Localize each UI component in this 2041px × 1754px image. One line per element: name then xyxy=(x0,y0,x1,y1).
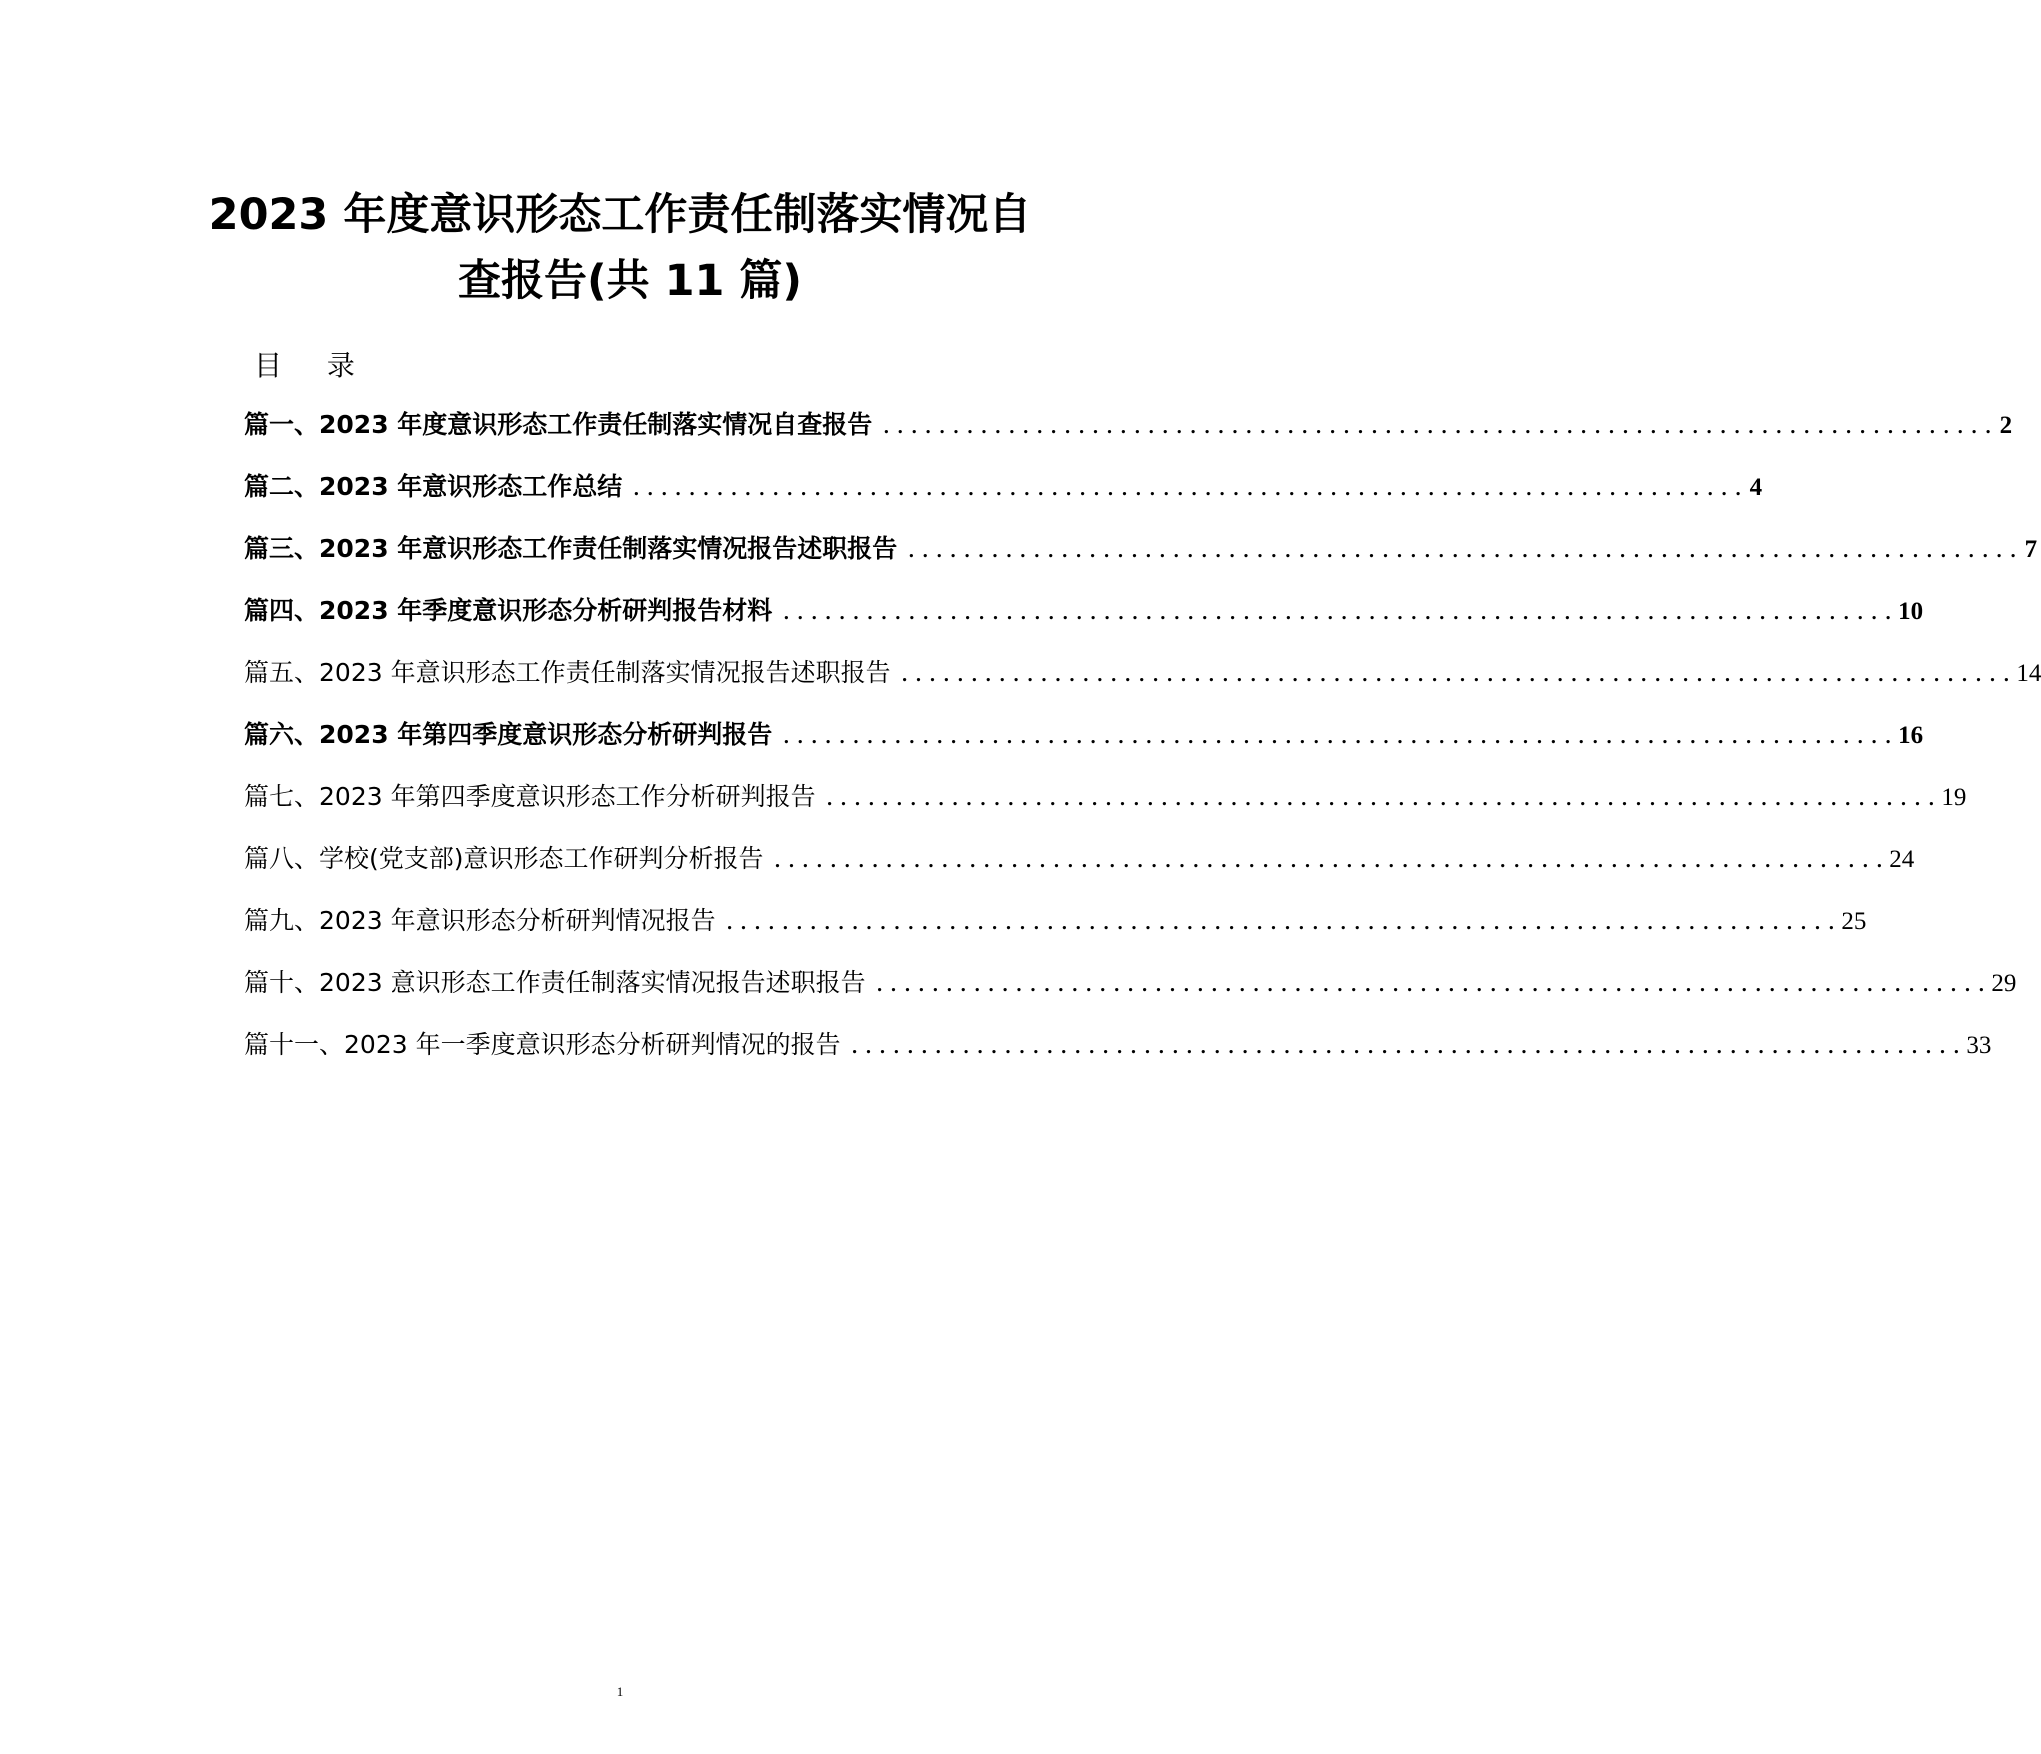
toc-entry-title: 2023 年季度意识形态分析研判报告材料 xyxy=(319,596,773,625)
toc-entry-label: 篇一、 xyxy=(244,410,320,439)
toc-entry[interactable] xyxy=(244,963,2017,1025)
toc-leader-dots: ................................................................................ xyxy=(773,844,1890,873)
toc-entry-label: 篇十一、 xyxy=(244,1030,345,1059)
toc-leader-dots: ................................................................................ xyxy=(725,906,1842,935)
toc-entry-label: 篇二、 xyxy=(244,472,320,501)
toc-leader-dots: ................................................................................ xyxy=(782,596,1899,625)
toc-entry-page: 16 xyxy=(1898,722,1924,749)
toc-entry[interactable] xyxy=(244,839,1915,901)
toc-heading: 目 录 xyxy=(254,349,373,382)
toc-entry[interactable] xyxy=(244,591,1924,653)
toc-entry-title: 2023 年意识形态工作责任制落实情况报告述职报告 xyxy=(319,534,898,563)
toc-entry-title: 2023 年一季度意识形态分析研判情况的报告 xyxy=(344,1030,841,1059)
toc-entry[interactable] xyxy=(244,901,1867,963)
toc-entry-label: 篇九、 xyxy=(244,906,320,935)
toc-leader-dots: ................................................................................ xyxy=(782,720,1899,749)
toc-entry-page: 10 xyxy=(1898,598,1924,625)
toc-leader-dots: ................................................................................ xyxy=(850,1030,1967,1059)
toc-entry-label: 篇四、 xyxy=(244,596,320,625)
toc-entry-label: 篇七、 xyxy=(244,782,320,811)
toc-entry-label: 篇八、 xyxy=(244,844,320,873)
toc-entry-title: 2023 年意识形态工作责任制落实情况报告述职报告 xyxy=(319,658,891,687)
toc-entry[interactable] xyxy=(244,653,2041,715)
toc-entry-page: 4 xyxy=(1749,474,1763,501)
page-number: 1 xyxy=(616,1684,624,1699)
toc-leader-dots: ................................................................................ xyxy=(825,782,1942,811)
toc-entry-title: 2023 意识形态工作责任制落实情况报告述职报告 xyxy=(319,968,866,997)
toc-leader-dots: ................................................................................ xyxy=(882,410,1999,439)
title-line-2: 查报告(共 11 篇) xyxy=(457,256,803,306)
toc-leader-dots: ................................................................................ xyxy=(900,658,2017,687)
toc-entry-page: 25 xyxy=(1841,908,1867,935)
toc-entry-label: 篇三、 xyxy=(244,534,320,563)
toc-leader-dots: ................................................................................ xyxy=(632,472,1749,501)
toc-entry-title: 学校(党支部)意识形态工作研判分析报告 xyxy=(319,844,764,873)
toc-entry[interactable] xyxy=(244,1025,1992,1087)
toc-leader-dots: ................................................................................ xyxy=(907,534,2024,563)
toc-entry-label: 篇五、 xyxy=(244,658,320,687)
toc-entry-page: 24 xyxy=(1889,846,1915,873)
toc-entry-title: 2023 年意识形态工作总结 xyxy=(319,472,623,501)
toc-entry-title: 2023 年第四季度意识形态工作分析研判报告 xyxy=(319,782,816,811)
toc-entry[interactable] xyxy=(244,529,2038,591)
toc-entry-title: 2023 年意识形态分析研判情况报告 xyxy=(319,906,716,935)
toc-entry-page: 33 xyxy=(1966,1032,1992,1059)
toc-entry-page: 7 xyxy=(2024,536,2038,563)
toc-entry-page: 29 xyxy=(1991,970,2017,997)
toc-entry-page: 2 xyxy=(1999,412,2013,439)
document-title xyxy=(150,182,1090,314)
toc-entry-label: 篇六、 xyxy=(244,720,320,749)
toc-entry-label: 篇十、 xyxy=(244,968,320,997)
title-line-1: 2023 年度意识形态工作责任制落实情况自 xyxy=(208,190,1032,240)
toc-entry[interactable] xyxy=(244,715,1924,777)
toc-entry-title: 2023 年度意识形态工作责任制落实情况自查报告 xyxy=(319,410,873,439)
toc-leader-dots: ................................................................................ xyxy=(875,968,1992,997)
toc-entry-page: 14 xyxy=(2016,660,2041,687)
table-of-contents xyxy=(244,405,2041,1087)
toc-entry-page: 19 xyxy=(1941,784,1967,811)
toc-entry[interactable] xyxy=(244,405,2013,467)
toc-entry[interactable] xyxy=(244,467,1763,529)
toc-entry[interactable] xyxy=(244,777,1967,839)
toc-entry-title: 2023 年第四季度意识形态分析研判报告 xyxy=(319,720,773,749)
